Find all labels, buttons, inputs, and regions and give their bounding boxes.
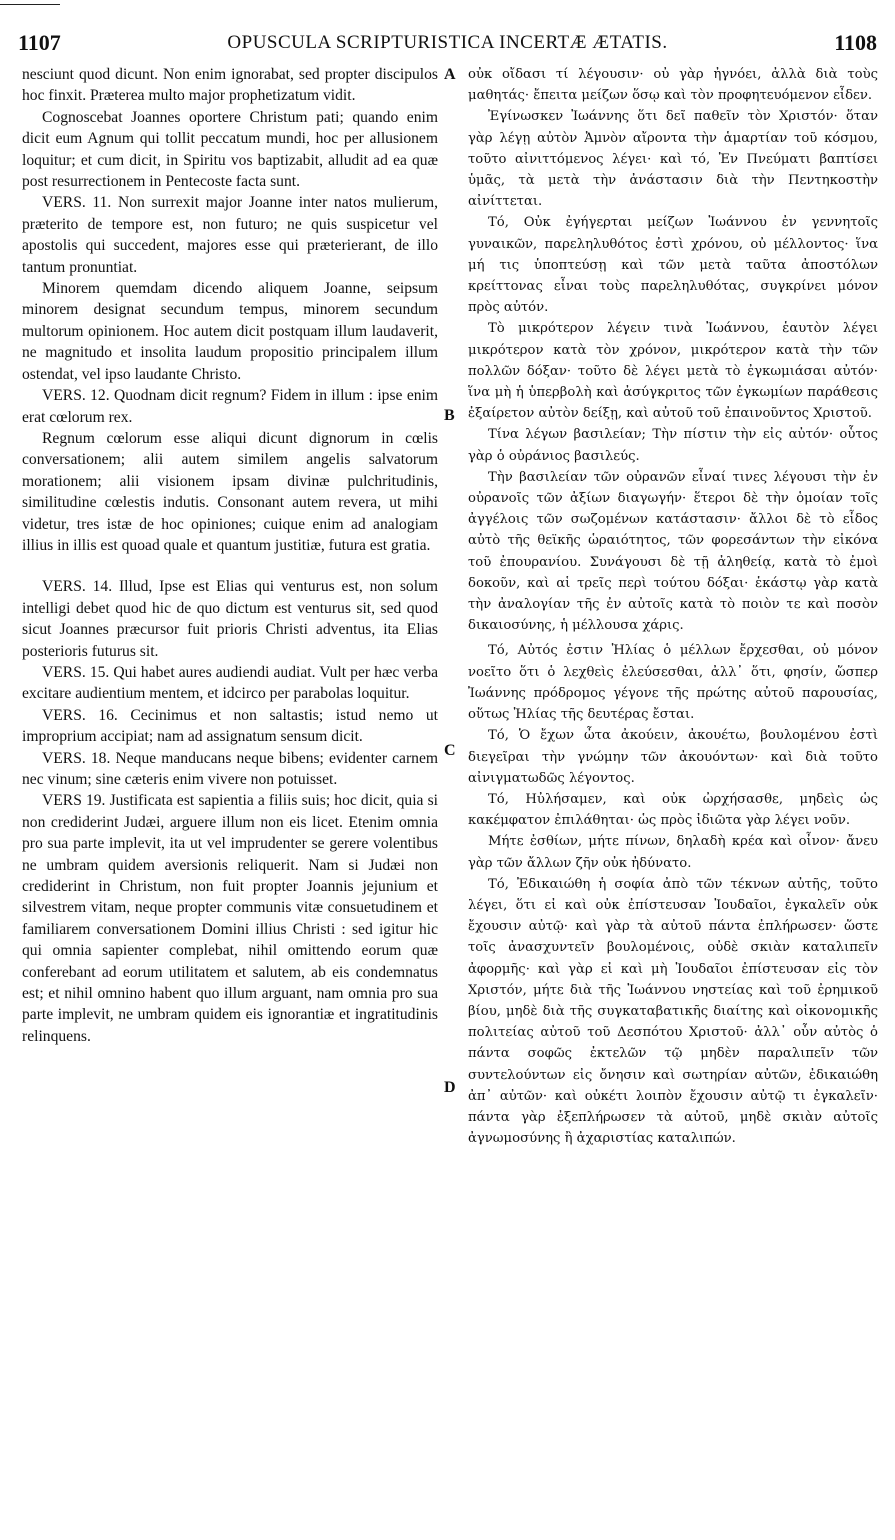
page-number-left: 1107 [18,30,61,55]
greek-paragraph: Τό, Ἐδικαιώθη ἡ σοφία ἀπὸ τῶν τέκνων αὐτῆς, τοῦτο λέγει, ὅτι εἰ καὶ οὐκ ἐπίστευσαν Ἰουδαῖοι, ἐγκαλεῖν οὐκ ἔχουσιν αὐτῷ· καὶ γὰρ τὰ αὐτοῦ πάντα ἐπλήρωσεν· ὥστε τοῖς ἀνασχυντεῖν βουλομένοις, οὐδὲ σκιὰν καταλιπεῖν ἀφορμῆς· καὶ γὰρ εἰ καὶ μὴ Ἰουδαῖοι ἐπίστευσαν εἰς τὸν Χριστόν, μήτε διὰ τῆς Ἰωάννου νηστείας καὶ τοῦ ἐρημικοῦ βίου, μηδὲ διὰ τῆς συγκαταβατικῆς διαίτης καὶ οἰκονομικῆς πολιτείας αὐτοῦ τοῦ Δεσπότου Χριστοῦ· ἀλλ᾽ οὖν αὐτὸς ὁ πάντα σοφῶς ἐκτελῶν τῷ μηδὲν παραλιπεῖν τῶν συντελούντων εἰς ὄνησιν καὶ σωτηρίαν αὐτῶν, ἐδικαιώθη ἀπ᾽ αὐτῶν· καὶ οὐκέτι λοιπὸν ἔχουσιν αὐτῷ τι ἐγκαλεῖν· πάντα γὰρ ἐξεπλήρωσεν τὰ αὐτοῦ, μηδὲ σκιὰν αὐτοῖς ἀγνωμοσύνης ἢ ἀχαριστίας καταλιπών. [468,876,878,1147]
greek-paragraph: Τό, Οὐκ ἐγήγερται μείζων Ἰωάννου ἐν γεννητοῖς γυναικῶν, παρεληλυθότος ἐστὶ χρόνου, οὐ μέλλοντος· ἵνα μή τις ὑποπτεύσῃ καὶ τῶν μετὰ ταῦτα ἀποστόλων κρείττονας εἶναι τοὺς παρεληλυθότας, συγκρίνει μόνον πρὸς αὐτόν. [468,215,878,316]
greek-paragraph: Τό, Ὁ ἔχων ὦτα ἀκούειν, ἀκουέτω, βουλομένου ἐστὶ διεγεῖραι τὴν γνώμην τῶν ἀκουόντων· καὶ διὰ τοῦτο αἰνιγματωδῶς λέγοντος. [468,728,878,786]
latin-paragraph: Regnum cœlorum esse aliqui dicunt dignorum in cœlis conversationem; alii autem similem angelis salvatorum morationem; alii visionem ipsam divinæ pulchritudinis, similitudine cœlestis indutis. Consonant autem revera, ut mihi videtur, tres istæ de hoc opiniones; cuique enim ad analogiam illius in illis est quoad quale et quantum justitiæ, futura est gratia. [22,429,438,554]
greek-paragraph: Τὴν βασιλείαν τῶν οὐρανῶν εἶναί τινες λέγουσι τὴν ἐν οὐρανοῖς τῶν ἀξίων διαγωγήν· ἕτεροι δὲ τὴν ὁμοίαν τοῖς ἀγγέλοις τῶν σωζομένων κατάστασιν· ἄλλοι δὲ τὸ εἶδος αὐτὸ τῆς θεϊκῆς ὡραιότητος, τῶν φορεσάντων τὴν εἰκόνα τοῦ ἐπουρανίου. Συνάγουσι δὲ τῇ ἀληθείᾳ, κατὰ τὸ ἐμοὶ δοκοῦν, καὶ αἱ τρεῖς περὶ τούτου δόξαι· ἑκάστῳ γὰρ κατὰ τὴν ἀναλογίαν τῆς ἐν αὐτοῖς κατὰ τὸ ποιὸν τε καὶ ποσὸν δικαιοσύνης, ἡ μέλλουσα χάρις. [468,469,878,634]
greek-column [468,64,878,1149]
latin-paragraph: Minorem quemdam dicendo aliquem Joanne, seipsum minorem designat secundum tempus, minorem secundum multorum opinionem. Hoc autem dicit postquam illum laudaverit, ne magnitudo et insolita laudum propositio principalem illum ostendat, vel ipso laudante Christo. [22,280,438,383]
latin-paragraph: VERS. 16. Cecinimus et non saltastis; istud nemo ut improprium accipiat; nam ad assignatum sensum dicit. [22,706,438,746]
margin-marker-a: A [444,66,456,83]
margin-marker-d: D [444,1079,456,1096]
greek-paragraph: οὐκ οἴδασι τί λέγουσιν· οὐ γὰρ ἠγνόει, ἀλλὰ διὰ τοὺς μαθητάς· ἔπειτα μείζων ὅσῳ καὶ τὸν προφητευόμενον εἶδεν. [468,67,878,104]
greek-paragraph: Τίνα λέγων βασιλείαν; Τὴν πίστιν τὴν εἰς αὐτόν· οὗτος γὰρ ὁ οὐράνιος βασιλεύς. [468,427,878,464]
latin-column [22,64,438,1047]
greek-paragraph: Τὸ μικρότερον λέγειν τινὰ Ἰωάννου, ἑαυτὸν λέγει μικρότερον κατὰ τὸν χρόνον, μικρότερον κατὰ τὴν τῶν πολλῶν δόξαν· τοῦτο δὲ λέγει μετὰ τὸ ἐγκωμιάσαι αὐτόν· ἵνα μὴ ἡ ὑπερβολὴ καὶ ἀσύγκριτος τῶν ἐγκωμίων παράθεσις ἐξαίρετον αὐτὸν δείξῃ, καὶ αὐτοῦ τοῦ ἐπαινοῦντος Χριστοῦ. [468,321,878,422]
page-header [18,30,877,60]
greek-paragraph: Ἐγίνωσκεν Ἰωάννης ὅτι δεῖ παθεῖν τὸν Χριστόν· ὅταν γὰρ λέγῃ αὐτὸν Ἀμνὸν αἴροντα τὴν ἁμαρτίαν τοῦ κόσμου, τοῦτο αἰνιττόμενος λέγει· καὶ τό, Ἐν Πνεύματι βαπτίσει ὑμᾶς, τὰ μετὰ τὴν ἀνάστασιν διὰ τὴν Πεντηκοστὴν αἰνίττεται. [468,109,878,210]
latin-paragraph: VERS 19. Justificata est sapientia a filiis suis; hoc dicit, quia si non crediderint Judæi, arguere illum non eis licet. Etenim omnia pro sua parte implevit, ita ut vel imprudenter se gerere volentibus ne umbram quidem aversionis reliquerit. Nam si Judæi non crediderint in Christum, non fuit propter Joannis jejunium et silvestrem vitam, neque propter communis vitæ consuetudinem et familiarem conversationem Domini illius Christi : sed igitur hic qui omnia sapienter complebat, nihil omittendo eorum quæ conferebant ad eorum utilitatem et salutem, ab eis condemnatus est; et nihil omnino habent quo illum arguant, nam omnia pro sua parte implevit, ne umbram quidem eis ignorantiæ et ingratitudinis relinquens. [22,792,438,1045]
latin-paragraph: VERS. 15. Qui habet aures audiendi audiat. Vult per hæc verba excitare audientium mentem, et idcirco per parabolas loquitur. [22,663,438,703]
latin-paragraph: VERS. 11. Non surrexit major Joanne inter natos mulierum, præterito de tempore est, non futuro; ne quis suspicetur vel apostolis qui succedent, majores esse qui præterierant, de illo tantum pronuntiat. [22,194,438,276]
latin-paragraph: VERS. 14. Illud, Ipse est Elias qui venturus est, non solum intelligi debet quod hic de quo dictum est venturus sit, sed quod sicut Joannes præcursor fuit prioris Christi adventus, ita Elias posterioris futurus sit. [22,578,438,660]
greek-paragraph: Τό, Ηὐλήσαμεν, καὶ οὐκ ὠρχήσασθε, μηδεὶς ὡς κακέμφατον ἐπιλάθηται· ὡς πρὸς ἰδιῶτα γὰρ λέγει νοῦν. [468,791,878,829]
margin-marker-c: C [444,742,456,759]
margin-marker-b: B [444,407,455,424]
latin-paragraph: VERS. 18. Neque manducans neque bibens; evidenter carnem nec vinum; sine cæteris enim vivere non potuisset. [22,749,438,788]
top-rule [0,4,60,5]
greek-paragraph: Τό, Αὐτός ἐστιν Ἠλίας ὁ μέλλων ἔρχεσθαι, οὐ μόνον νοεῖτο ὅτι ὁ λεχθεὶς ἐλεύσεσθαι, ἀλλ᾽ ὅτι, φησίν, ὥσπερ Ἰωάννης πρόδρομος γέγονε τῆς πρώτης αὐτοῦ παρουσίας, οὕτως Ἠλίας τῆς δευτέρας ἔσται. [468,643,878,723]
latin-paragraph: VERS. 12. Quodnam dicit regnum? Fidem in illum : ipse enim erat cœlorum rex. [22,387,438,426]
latin-paragraph: Cognoscebat Joannes oportere Christum pati; quando enim dicit eum Agnum qui tollit peccatum mundi, hoc per allusionem loquitur; et cum dicit, in Spiritu vos baptizabit, alludit ad ea quæ post resurrectionem in Pentecoste facta sunt. [22,108,438,191]
latin-paragraph: nesciunt quod dicunt. Non enim ignorabat, sed propter discipulos hoc finxit. Præterea multo major prophetizatum vidit. [22,66,438,105]
greek-paragraph: Μήτε ἐσθίων, μήτε πίνων, δηλαδὴ κρέα καὶ οἶνον· ἄνευ γὰρ τῶν ἄλλων ζῆν οὐκ ἠδύνατο. [468,834,878,871]
running-title: OPUSCULA SCRIPTURISTICA INCERTÆ ÆTATIS. [227,32,668,53]
page-number-right: 1108 [834,30,877,55]
